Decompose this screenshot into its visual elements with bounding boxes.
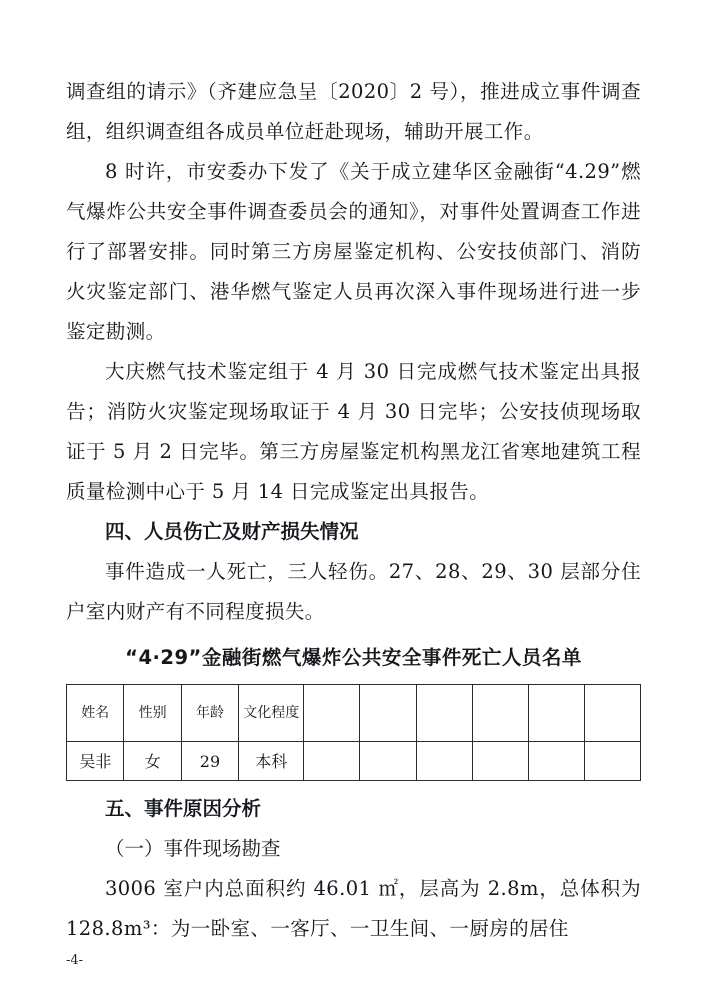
table-cell: 吴非 xyxy=(67,742,124,781)
section-heading-five: 五、事件原因分析 xyxy=(105,797,262,820)
table-header-cell xyxy=(472,685,528,742)
section-four-body: 事件造成一人死亡，三人轻伤。27、28、29、30 层部分住户室内财产有不同程度损失。 xyxy=(66,560,641,623)
table-cell xyxy=(360,742,416,781)
table-row xyxy=(67,742,641,781)
table-cell: 女 xyxy=(124,742,181,781)
paragraph-1: 调查组的请示》（齐建应急呈〔2020〕2 号），推进成立事件调查组，组织调查组各成员单位赶赴现场，辅助开展工作。 xyxy=(66,80,641,143)
table-cell xyxy=(416,742,472,781)
table-cell xyxy=(304,742,360,781)
table-cell xyxy=(472,742,528,781)
paragraph-3: 大庆燃气技术鉴定组于 4 月 30 日完成燃气技术鉴定出具报告；消防火灾鉴定现场取证于 4 月 30 日完毕；公安技侦现场取证于 5 月 2 日完毕。第三方房屋鉴定机构黑龙江省寒地建筑工程质量检测中心于 5 月 14 日完成鉴定出具报告。 xyxy=(66,360,641,503)
table-header-cell xyxy=(360,685,416,742)
subsection-heading-one: （一）事件现场勘查 xyxy=(105,837,281,860)
table-header-cell xyxy=(416,685,472,742)
table-header-cell: 年龄 xyxy=(181,685,238,742)
page-number: -4- xyxy=(66,953,84,968)
table-header-cell: 姓名 xyxy=(67,685,124,742)
table-header-cell xyxy=(584,685,640,742)
victims-table xyxy=(66,684,641,781)
table-header-cell: 文化程度 xyxy=(239,685,304,742)
table-header-cell: 性别 xyxy=(124,685,181,742)
table-cell xyxy=(528,742,584,781)
table-cell: 本科 xyxy=(239,742,304,781)
paragraph-2: 8 时许，市安委办下发了《关于成立建华区金融街“4.29”燃气爆炸公共安全事件调查委员会的通知》，对事件处置调查工作进行了部署安排。同时第三方房屋鉴定机构、公安技侦部门、消防火灾鉴定部门、港华燃气鉴定人员再次深入事件现场进行进一步鉴定勘测。 xyxy=(66,160,641,343)
table-title: “4·29”金融街燃气爆炸公共安全事件死亡人员名单 xyxy=(125,646,582,669)
table-cell xyxy=(584,742,640,781)
section-five-body: 3006 室户内总面积约 46.01 ㎡，层高为 2.8m，总体积为 128.8m³：为一卧室、一客厅、一卫生间、一厨房的居住 xyxy=(66,877,641,940)
table-header-cell xyxy=(304,685,360,742)
table-header-row xyxy=(67,685,641,742)
section-heading-four: 四、人员伤亡及财产损失情况 xyxy=(105,520,359,543)
table-header-cell xyxy=(528,685,584,742)
table-cell: 29 xyxy=(181,742,238,781)
